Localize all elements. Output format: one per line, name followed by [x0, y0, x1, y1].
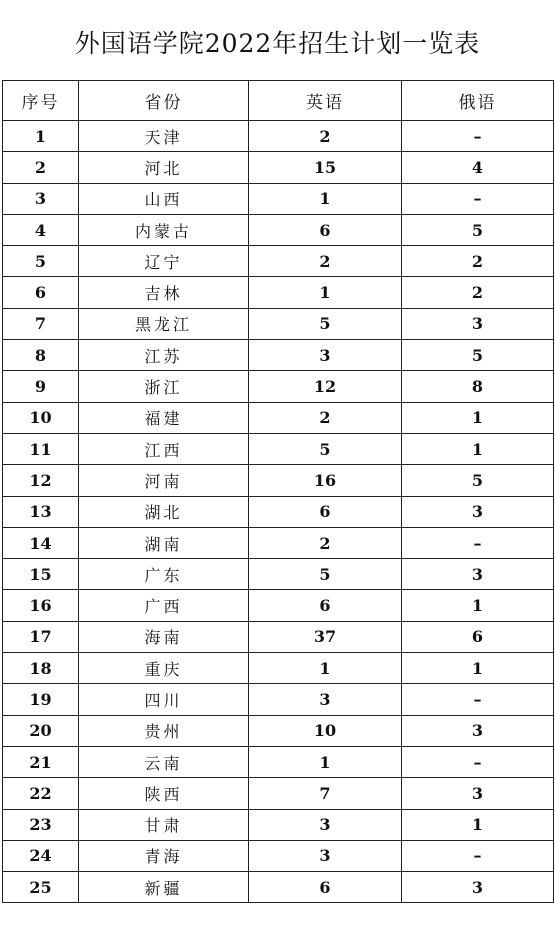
table-row	[3, 653, 554, 684]
cell-russian: 4	[402, 152, 554, 183]
table-body	[3, 121, 554, 903]
table-row	[3, 809, 554, 840]
cell-russian: –	[402, 840, 554, 871]
cell-province: 内蒙古	[79, 214, 249, 245]
cell-english: 1	[249, 183, 402, 214]
header-index: 序号	[3, 81, 79, 121]
cell-index: 3	[3, 183, 79, 214]
cell-english: 5	[249, 433, 402, 464]
table-row	[3, 465, 554, 496]
cell-province: 山西	[79, 183, 249, 214]
cell-russian: –	[402, 746, 554, 777]
table-row	[3, 621, 554, 652]
cell-province: 新疆	[79, 872, 249, 903]
cell-english: 2	[249, 121, 402, 152]
cell-province: 黑龙江	[79, 308, 249, 339]
cell-russian: 8	[402, 371, 554, 402]
cell-index: 11	[3, 433, 79, 464]
cell-english: 5	[249, 559, 402, 590]
cell-province: 重庆	[79, 653, 249, 684]
cell-english: 1	[249, 277, 402, 308]
table-row	[3, 840, 554, 871]
table-row	[3, 214, 554, 245]
cell-russian: 1	[402, 809, 554, 840]
cell-english: 37	[249, 621, 402, 652]
cell-province: 吉林	[79, 277, 249, 308]
cell-index: 12	[3, 465, 79, 496]
cell-english: 6	[249, 872, 402, 903]
cell-index: 16	[3, 590, 79, 621]
cell-russian: 6	[402, 621, 554, 652]
cell-province: 贵州	[79, 715, 249, 746]
cell-english: 5	[249, 308, 402, 339]
cell-province: 广西	[79, 590, 249, 621]
cell-index: 6	[3, 277, 79, 308]
table-header-row	[3, 81, 554, 121]
cell-province: 青海	[79, 840, 249, 871]
cell-province: 海南	[79, 621, 249, 652]
cell-index: 5	[3, 246, 79, 277]
cell-province: 浙江	[79, 371, 249, 402]
table-row	[3, 496, 554, 527]
cell-index: 7	[3, 308, 79, 339]
cell-province: 江苏	[79, 340, 249, 371]
table-row	[3, 183, 554, 214]
cell-russian: 1	[402, 402, 554, 433]
table-row	[3, 308, 554, 339]
table-row	[3, 684, 554, 715]
table-row	[3, 371, 554, 402]
cell-index: 20	[3, 715, 79, 746]
cell-index: 8	[3, 340, 79, 371]
header-english: 英语	[249, 81, 402, 121]
cell-english: 6	[249, 590, 402, 621]
cell-english: 1	[249, 746, 402, 777]
cell-english: 16	[249, 465, 402, 496]
cell-russian: –	[402, 684, 554, 715]
cell-russian: –	[402, 121, 554, 152]
cell-russian: –	[402, 527, 554, 558]
cell-province: 福建	[79, 402, 249, 433]
table-row	[3, 246, 554, 277]
cell-russian: 3	[402, 559, 554, 590]
cell-index: 2	[3, 152, 79, 183]
table-row	[3, 433, 554, 464]
cell-russian: 3	[402, 778, 554, 809]
cell-index: 23	[3, 809, 79, 840]
cell-english: 2	[249, 402, 402, 433]
cell-index: 21	[3, 746, 79, 777]
cell-english: 3	[249, 684, 402, 715]
cell-province: 四川	[79, 684, 249, 715]
table-row	[3, 715, 554, 746]
header-province: 省份	[79, 81, 249, 121]
cell-province: 江西	[79, 433, 249, 464]
table-row	[3, 121, 554, 152]
cell-index: 1	[3, 121, 79, 152]
cell-province: 辽宁	[79, 246, 249, 277]
cell-index: 14	[3, 527, 79, 558]
cell-russian: 3	[402, 715, 554, 746]
table-row	[3, 872, 554, 903]
cell-english: 7	[249, 778, 402, 809]
cell-index: 19	[3, 684, 79, 715]
cell-province: 天津	[79, 121, 249, 152]
cell-english: 1	[249, 653, 402, 684]
cell-index: 15	[3, 559, 79, 590]
cell-province: 陕西	[79, 778, 249, 809]
cell-english: 3	[249, 840, 402, 871]
table-row	[3, 277, 554, 308]
cell-english: 3	[249, 809, 402, 840]
cell-english: 15	[249, 152, 402, 183]
table-row	[3, 340, 554, 371]
cell-province: 河南	[79, 465, 249, 496]
cell-province: 广东	[79, 559, 249, 590]
table-row	[3, 402, 554, 433]
cell-province: 湖南	[79, 527, 249, 558]
cell-index: 18	[3, 653, 79, 684]
table-row	[3, 152, 554, 183]
header-russian: 俄语	[402, 81, 554, 121]
cell-province: 甘肃	[79, 809, 249, 840]
table-row	[3, 778, 554, 809]
table-row	[3, 559, 554, 590]
page-title: 外国语学院2022年招生计划一览表	[74, 29, 481, 58]
cell-english: 2	[249, 246, 402, 277]
cell-index: 22	[3, 778, 79, 809]
cell-index: 17	[3, 621, 79, 652]
cell-russian: 1	[402, 653, 554, 684]
cell-english: 2	[249, 527, 402, 558]
table-row	[3, 746, 554, 777]
cell-english: 6	[249, 214, 402, 245]
cell-province: 河北	[79, 152, 249, 183]
cell-english: 10	[249, 715, 402, 746]
cell-russian: 1	[402, 590, 554, 621]
cell-index: 24	[3, 840, 79, 871]
cell-index: 25	[3, 872, 79, 903]
cell-english: 6	[249, 496, 402, 527]
cell-index: 4	[3, 214, 79, 245]
cell-index: 10	[3, 402, 79, 433]
table-row	[3, 590, 554, 621]
cell-russian: 2	[402, 246, 554, 277]
cell-english: 3	[249, 340, 402, 371]
cell-english: 12	[249, 371, 402, 402]
cell-russian: 3	[402, 496, 554, 527]
cell-russian: 3	[402, 308, 554, 339]
cell-province: 云南	[79, 746, 249, 777]
table-row	[3, 527, 554, 558]
cell-russian: 5	[402, 465, 554, 496]
cell-russian: 5	[402, 340, 554, 371]
enrollment-plan-table	[2, 80, 554, 903]
cell-russian: 3	[402, 872, 554, 903]
cell-russian: 5	[402, 214, 554, 245]
cell-index: 13	[3, 496, 79, 527]
cell-russian: –	[402, 183, 554, 214]
cell-index: 9	[3, 371, 79, 402]
cell-province: 湖北	[79, 496, 249, 527]
cell-russian: 2	[402, 277, 554, 308]
cell-russian: 1	[402, 433, 554, 464]
